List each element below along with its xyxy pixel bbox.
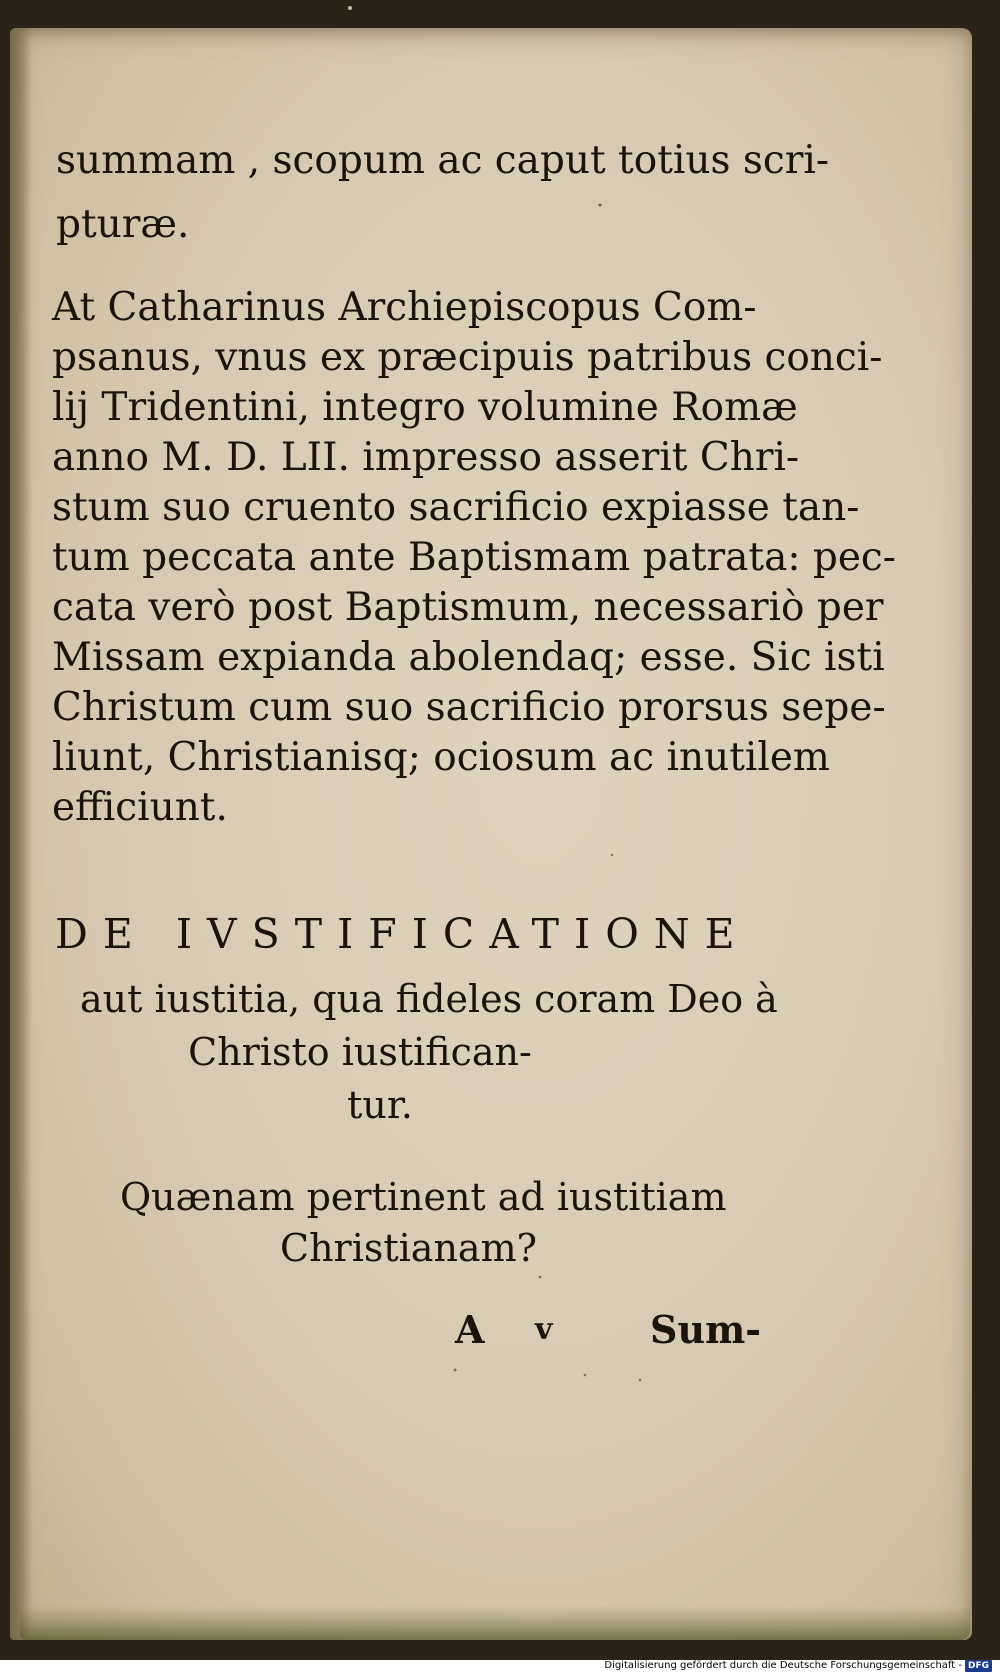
digitization-credit [604, 1659, 992, 1673]
section-subheading-line: tur. [347, 1083, 413, 1127]
section-heading: DE IVSTIFICATIONE [55, 910, 750, 958]
text-line: summam , scopum ac caput totius scri- [56, 138, 830, 183]
text-line: anno M. D. LII. impresso asserit Chri- [52, 435, 800, 480]
section-subheading-line: Christo iustifican- [188, 1030, 532, 1074]
signature-number: v [535, 1312, 553, 1347]
question-line: Quænam pertinent ad iustitiam [120, 1175, 727, 1219]
text-line: tum peccata ante Baptismam patrata: pec- [52, 535, 896, 580]
text-line: lij Tridentini, integro volumine Romæ [52, 385, 798, 430]
question-line: Christianam? [280, 1226, 537, 1270]
text-line: efficiunt. [52, 785, 228, 830]
page-bottom-edge [20, 1606, 970, 1640]
text-line: At Catharinus Archiepiscopus Com- [52, 285, 757, 330]
paragraph-continuation [56, 136, 829, 264]
credit-text: Digitalisierung gefördert durch die Deutsche Forschungsgemeinschaft - [604, 1660, 962, 1671]
catchword: Sum- [650, 1307, 762, 1352]
text-line: pturæ. [56, 202, 190, 247]
text-line: cata verò post Baptismum, necessariò per [52, 585, 884, 630]
signature-mark: A [455, 1307, 485, 1352]
dfg-logo: DFG [965, 1660, 992, 1672]
text-line: Christum cum suo sacrificio prorsus sepe- [52, 685, 886, 730]
text-line: psanus, vnus ex præcipuis patribus conci- [52, 335, 883, 380]
section-subheading-line: aut iustitia, qua fideles coram Deo à [80, 977, 778, 1021]
page-gutter-shadow [10, 28, 32, 1640]
text-line: Missam expianda abolendaq; esse. Sic isti [52, 635, 885, 680]
paragraph-catharinus [52, 283, 896, 833]
book-page [10, 28, 972, 1640]
text-line: stum suo cruento sacrificio expiasse tan- [52, 485, 860, 530]
text-line: liunt, Christianisq; ociosum ac inutilem [52, 735, 830, 780]
